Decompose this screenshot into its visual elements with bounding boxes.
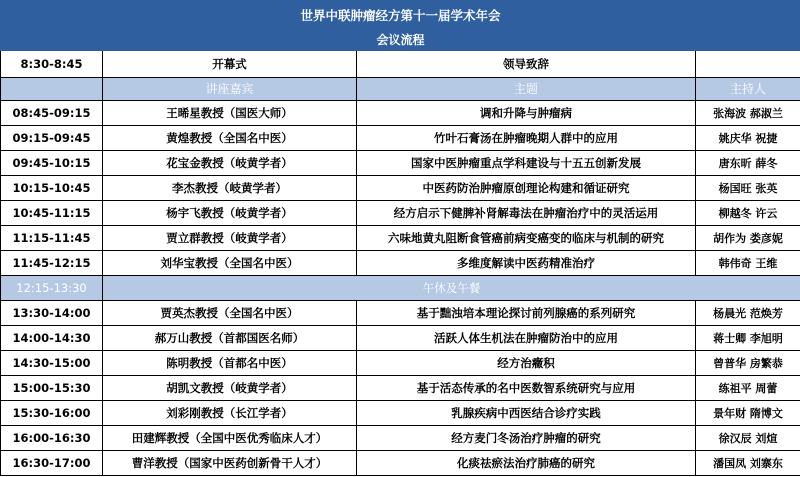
lunch-label: 午休及午餐 — [103, 276, 800, 301]
session-speaker: 刘彩刚教授（长江学者） — [103, 401, 357, 426]
session-topic: 国家中医肿瘤重点学科建设与十五五创新发展 — [357, 151, 696, 176]
session-topic: 活跃人体生机法在肿瘤防治中的应用 — [357, 326, 696, 351]
session-row — [1, 126, 800, 151]
session-row — [1, 176, 800, 201]
session-host: 杨国旺 张英 — [696, 176, 800, 201]
session-speaker: 贾立群教授（岐黄学者） — [103, 226, 357, 251]
header-blank-cell — [1, 78, 103, 101]
session-time: 13:30-14:00 — [1, 301, 103, 326]
session-time: 16:00-16:30 — [1, 426, 103, 451]
session-row — [1, 151, 800, 176]
opening-event: 开幕式 — [103, 51, 357, 78]
session-row — [1, 326, 800, 351]
session-host: 杨晨光 范焕芳 — [696, 301, 800, 326]
title-row — [1, 1, 800, 31]
session-speaker: 王晞星教授（国医大师） — [103, 101, 357, 126]
session-host: 曾普华 房繁恭 — [696, 351, 800, 376]
lunch-section — [1, 276, 800, 301]
column-header-row — [1, 78, 800, 101]
session-time: 10:45-11:15 — [1, 201, 103, 226]
session-speaker: 贾英杰教授（全国名中医） — [103, 301, 357, 326]
session-time: 11:45-12:15 — [1, 251, 103, 276]
session-topic: 乳腺疾病中西医结合诊疗实践 — [357, 401, 696, 426]
session-speaker: 花宝金教授（岐黄学者） — [103, 151, 357, 176]
session-topic: 经方启示下健脾补肾解毒法在肿瘤治疗中的灵活运用 — [357, 201, 696, 226]
afternoon-sessions — [1, 301, 800, 476]
session-row — [1, 376, 800, 401]
session-speaker: 胡凯文教授（岐黄学者） — [103, 376, 357, 401]
session-speaker: 曹洋教授（国家中医药创新骨干人才） — [103, 451, 357, 476]
lunch-row — [1, 276, 800, 301]
session-topic: 基于黜浊培本理论探讨前列腺癌的系列研究 — [357, 301, 696, 326]
session-topic: 经方麦门冬汤治疗肿瘤的研究 — [357, 426, 696, 451]
subtitle-row — [1, 31, 800, 51]
session-topic: 基于活态传承的名中医数智系统研究与应用 — [357, 376, 696, 401]
session-row — [1, 251, 800, 276]
session-topic: 经方治癥积 — [357, 351, 696, 376]
session-row — [1, 101, 800, 126]
session-row — [1, 451, 800, 476]
session-row — [1, 226, 800, 251]
page-title: 世界中联肿瘤经方第十一届学术年会 — [1, 1, 800, 31]
session-time: 15:30-16:00 — [1, 401, 103, 426]
session-topic: 化痰祛瘀法治疗肺癌的研究 — [357, 451, 696, 476]
session-time: 16:30-17:00 — [1, 451, 103, 476]
session-row — [1, 401, 800, 426]
session-host: 徐汉辰 刘煊 — [696, 426, 800, 451]
session-time: 09:15-09:45 — [1, 126, 103, 151]
session-speaker: 黄煌教授（全国名中医） — [103, 126, 357, 151]
session-host: 蒋士卿 李旭明 — [696, 326, 800, 351]
session-host: 姚庆华 祝捷 — [696, 126, 800, 151]
opening-time: 8:30-8:45 — [1, 51, 103, 78]
session-speaker: 田建辉教授（全国中医优秀临床人才） — [103, 426, 357, 451]
session-speaker: 郝万山教授（首都国医名师） — [103, 326, 357, 351]
session-time: 11:15-11:45 — [1, 226, 103, 251]
session-host: 景年财 隋博文 — [696, 401, 800, 426]
session-time: 14:30-15:00 — [1, 351, 103, 376]
session-host: 柳越冬 许云 — [696, 201, 800, 226]
header-topic: 主题 — [357, 78, 696, 101]
session-time: 14:00-14:30 — [1, 326, 103, 351]
schedule-subtitle: 会议流程 — [1, 31, 800, 51]
session-topic: 中医药防治肿瘤原创理论构建和循证研究 — [357, 176, 696, 201]
session-host: 韩伟奇 王维 — [696, 251, 800, 276]
opening-row — [1, 51, 800, 78]
session-time: 08:45-09:15 — [1, 101, 103, 126]
opening-speech: 领导致辞 — [357, 51, 696, 78]
session-time: 10:15-10:45 — [1, 176, 103, 201]
session-host: 练祖平 周蕾 — [696, 376, 800, 401]
session-host: 潘国凤 刘寨东 — [696, 451, 800, 476]
session-topic: 多维度解读中医药精准治疗 — [357, 251, 696, 276]
session-host: 张海波 郝淑兰 — [696, 101, 800, 126]
session-time: 15:00-15:30 — [1, 376, 103, 401]
session-topic: 六味地黄丸阻断食管癌前病变癌变的临床与机制的研究 — [357, 226, 696, 251]
opening-host — [696, 51, 800, 78]
session-speaker: 陈明教授（首都名中医） — [103, 351, 357, 376]
session-topic: 调和升降与肿瘤病 — [357, 101, 696, 126]
session-row — [1, 351, 800, 376]
session-speaker: 刘华宝教授（全国名中医） — [103, 251, 357, 276]
header-speaker: 讲座嘉宾 — [103, 78, 357, 101]
session-time: 09:45-10:15 — [1, 151, 103, 176]
session-row — [1, 301, 800, 326]
session-speaker: 杨宇飞教授（岐黄学者） — [103, 201, 357, 226]
morning-sessions — [1, 101, 800, 276]
session-topic: 竹叶石膏汤在肿瘤晚期人群中的应用 — [357, 126, 696, 151]
session-row — [1, 426, 800, 451]
session-host: 唐东昕 薛冬 — [696, 151, 800, 176]
lunch-time: 12:15-13:30 — [1, 276, 103, 301]
session-row — [1, 201, 800, 226]
session-host: 胡作为 娄彦妮 — [696, 226, 800, 251]
session-speaker: 李杰教授（岐黄学者） — [103, 176, 357, 201]
header-host: 主持人 — [696, 78, 800, 101]
